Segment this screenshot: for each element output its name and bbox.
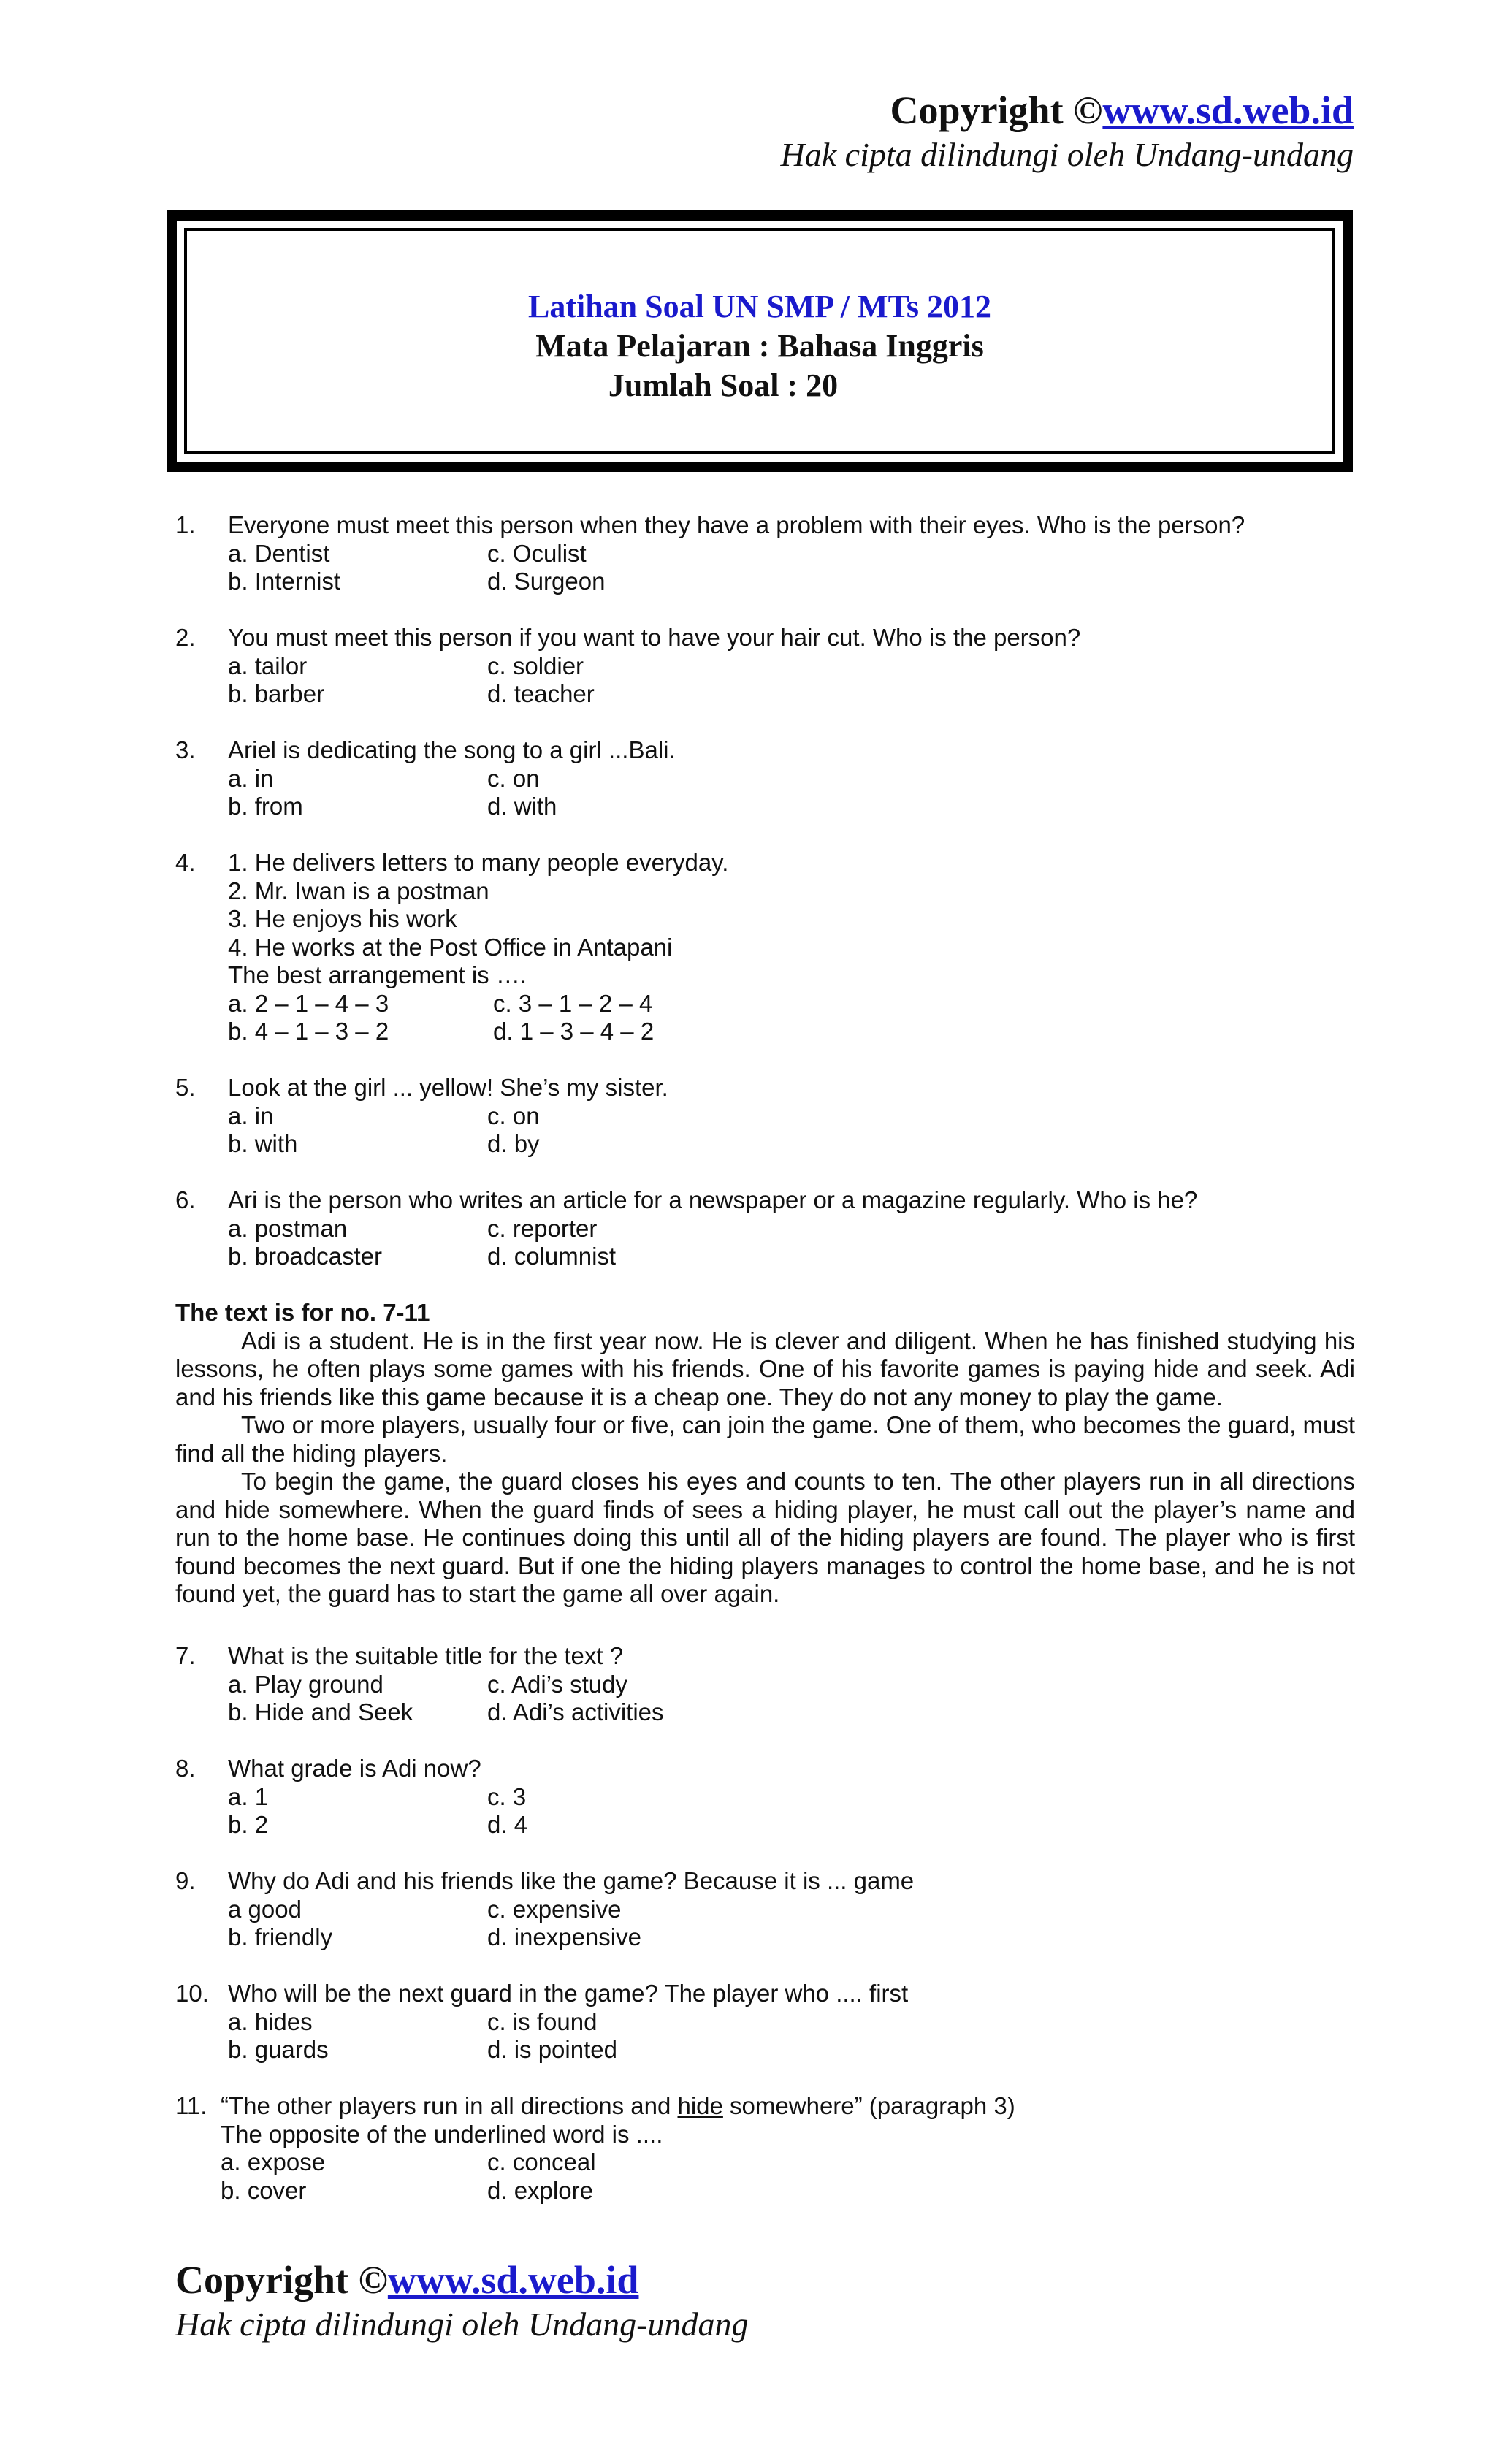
question-1 [175, 511, 1359, 599]
option-b[interactable]: b. broadcaster [228, 1243, 382, 1270]
question-text: You must meet this person if you want to have your hair cut. Who is the person? [228, 624, 1081, 651]
question-10 [175, 1980, 1359, 2067]
question-number: 11. [175, 2092, 207, 2119]
option-d[interactable]: d. 1 – 3 – 4 – 2 [493, 1018, 654, 1045]
option-c[interactable]: c. is found [487, 2007, 598, 2035]
question-7 [175, 1642, 1359, 1730]
question-text: Why do Adi and his friends like the game? Because it is ... game [228, 1867, 915, 1894]
question-5 [175, 1074, 1359, 1162]
passage-heading: The text is for no. 7-11 [175, 1299, 430, 1326]
question-2 [175, 624, 1359, 712]
question-text-after: somewhere” (paragraph 3) [722, 2092, 1015, 2119]
question-number: 6. [175, 1186, 196, 1213]
option-c[interactable]: c. conceal [487, 2148, 596, 2175]
question-prompt: The opposite of the underlined word is .... [221, 2120, 663, 2148]
option-c[interactable]: c. Adi’s study [487, 1670, 627, 1698]
copyright-link[interactable]: www.sd.web.id [387, 2258, 639, 2302]
option-b[interactable]: b. guards [228, 2036, 329, 2063]
footer-copyright [175, 2256, 748, 2345]
option-a[interactable]: a. hides [228, 2007, 313, 2035]
exam-title: Latihan Soal UN SMP / MTs 2012 [527, 289, 992, 324]
option-a[interactable]: a. expose [221, 2148, 326, 2175]
question-number: 10. [175, 1980, 209, 2007]
option-c[interactable]: c. 3 – 1 – 2 – 4 [493, 989, 653, 1017]
question-11 [175, 2092, 1359, 2209]
passage-paragraph-1: Adi is a student. He is in the first year now. He is clever and diligent. When he has finished studying his lessons, he often plays some games with his friends. One of his favorite games is paying hide and seek. Adi and his friends like this game because it is a cheap one. They do not any money to play the game. [175, 1327, 1355, 1411]
question-prompt: The best arrangement is …. [228, 961, 527, 988]
question-text: Ariel is dedicating the song to a girl ...Bali. [228, 736, 676, 763]
question-number: 3. [175, 736, 196, 763]
underlined-word: hide [677, 2092, 723, 2119]
option-a[interactable]: a. in [228, 764, 274, 792]
question-4 [175, 849, 1359, 1046]
option-a[interactable]: a. tailor [228, 652, 308, 679]
option-b[interactable]: b. cover [221, 2176, 307, 2204]
question-9 [175, 1867, 1359, 1955]
question-number: 7. [175, 1642, 196, 1669]
question-text: Ari is the person who writes an article for a newspaper or a magazine regularly. Who is he? [228, 1186, 1198, 1213]
subject-line: Mata Pelajaran : Bahasa Inggris [535, 328, 984, 364]
option-a[interactable]: a. postman [228, 1214, 348, 1242]
option-b[interactable]: b. barber [228, 680, 325, 707]
question-3 [175, 736, 1359, 824]
sentence-item: 3. He enjoys his work [228, 905, 457, 932]
question-number: 4. [175, 849, 196, 876]
sentence-item: 4. He works at the Post Office in Antapani [228, 933, 673, 961]
option-c[interactable]: c. 3 [487, 1782, 527, 1810]
option-d[interactable]: d. teacher [487, 680, 595, 707]
question-text: What is the suitable title for the text ? [228, 1642, 624, 1669]
option-c[interactable]: c. Oculist [487, 539, 587, 567]
question-8 [175, 1755, 1359, 1842]
copyright-subtitle: Hak cipta dilindungi oleh Undang-undang [780, 136, 1354, 173]
question-count-line: Jumlah Soal : 20 [608, 367, 839, 403]
passage-paragraph-3: To begin the game, the guard closes his eyes and counts to ten. The other players run in all directions and hide somewhere. When the guard finds of sees a hiding player, he must call out the player’s name and run to the home base. He continues doing this until all of the hiding players are found. The player who is first found becomes the next guard. But if one the hiding players manages to control the home base, and he is not found yet, the guard has to start the game all over again. [175, 1468, 1355, 1607]
question-text-before: “The other players run in all directions and [221, 2092, 678, 2119]
option-b[interactable]: b. Internist [228, 568, 341, 595]
option-d[interactable]: d. columnist [487, 1243, 617, 1270]
option-d[interactable]: d. is pointed [487, 2036, 617, 2063]
sentence-item: 1. He delivers letters to many people everyday. [228, 849, 729, 876]
option-a[interactable]: a good [228, 1895, 302, 1923]
question-text: Everyone must meet this person when they have a problem with their eyes. Who is the person? [228, 511, 1245, 538]
title-box-inner [184, 228, 1335, 454]
title-box [167, 210, 1353, 472]
question-number: 1. [175, 511, 196, 538]
copyright-line [781, 86, 1354, 134]
copyright-line [175, 2256, 748, 2304]
option-a[interactable]: a. in [228, 1102, 274, 1129]
option-d[interactable]: d. inexpensive [487, 1923, 641, 1950]
copyright-link[interactable]: www.sd.web.id [1102, 88, 1354, 132]
question-6 [175, 1186, 1359, 1274]
question-number: 9. [175, 1867, 196, 1894]
question-text [221, 2092, 1015, 2121]
option-a[interactable]: a. Dentist [228, 539, 330, 567]
passage-paragraph-2: Two or more players, usually four or five, can join the game. One of them, who becomes the guard, must find all the hiding players. [175, 1411, 1355, 1467]
option-b[interactable]: b. Hide and Seek [228, 1698, 413, 1725]
option-c[interactable]: c. expensive [487, 1895, 622, 1923]
sentence-item: 2. Mr. Iwan is a postman [228, 877, 489, 904]
question-number: 2. [175, 624, 196, 651]
question-number: 8. [175, 1755, 196, 1782]
option-a[interactable]: a. 1 [228, 1782, 269, 1810]
option-b[interactable]: b. from [228, 793, 303, 820]
option-c[interactable]: c. reporter [487, 1214, 598, 1242]
option-b[interactable]: b. with [228, 1130, 298, 1157]
question-text: Who will be the next guard in the game? The player who .... first [228, 1980, 909, 2007]
option-d[interactable]: d. Surgeon [487, 568, 606, 595]
option-d[interactable]: d. explore [487, 2176, 593, 2204]
option-a[interactable]: a. Play ground [228, 1670, 383, 1698]
option-c[interactable]: c. soldier [487, 652, 584, 679]
question-text: Look at the girl ... yellow! She’s my sister. [228, 1074, 668, 1101]
option-d[interactable]: d. by [487, 1130, 540, 1157]
option-a[interactable]: a. 2 – 1 – 4 – 3 [228, 989, 389, 1017]
option-b[interactable]: b. 4 – 1 – 3 – 2 [228, 1018, 389, 1045]
option-c[interactable]: c. on [487, 764, 540, 792]
option-d[interactable]: d. with [487, 793, 557, 820]
question-text: What grade is Adi now? [228, 1755, 481, 1782]
option-d[interactable]: d. Adi’s activities [487, 1698, 664, 1725]
copyright-subtitle: Hak cipta dilindungi oleh Undang-undang [175, 2305, 749, 2343]
option-d[interactable]: d. 4 [487, 1811, 528, 1838]
option-b[interactable]: b. 2 [228, 1811, 269, 1838]
copyright-label: Copyright © [890, 88, 1103, 132]
header-copyright [781, 86, 1354, 175]
option-b[interactable]: b. friendly [228, 1923, 333, 1950]
question-number: 5. [175, 1074, 196, 1101]
copyright-label: Copyright © [175, 2258, 388, 2302]
option-c[interactable]: c. on [487, 1102, 540, 1129]
reading-passage [175, 1299, 1355, 1609]
